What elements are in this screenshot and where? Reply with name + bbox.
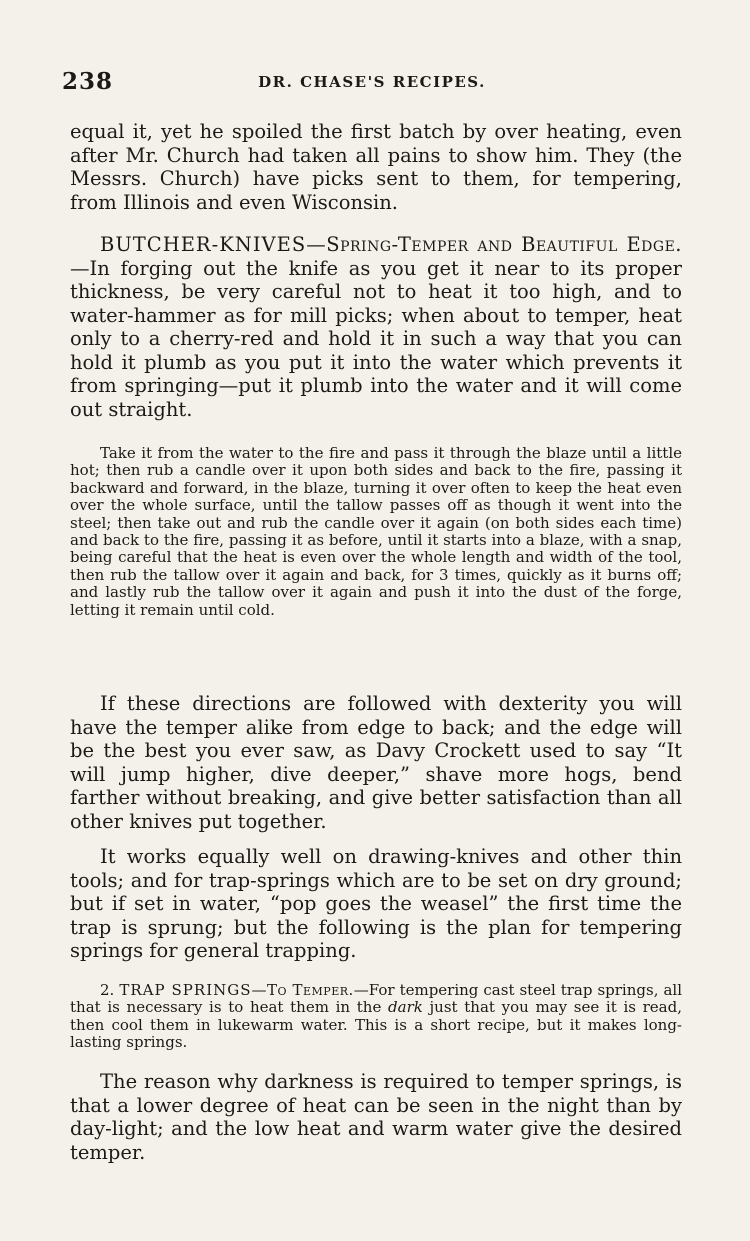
page-number: 238 xyxy=(62,68,114,95)
recipe-body-trap-springs-1: —For tempering cast steel trap springs, all that is necessary is to heat them in the xyxy=(70,981,682,1017)
paragraph-tallow-method: Take it from the water to the fire and pass it through the blaze until a little hot; then rub a candle over it upon both sides and back to the fire, passing it backward and forward, in the blaze, turning it over often to keep the heat even over the whole surface, until the tallow passes off as though it went into the steel; then take out and rub the candle over it again (on both sides each time) and back to the fire, passing it as before, until it starts into a blaze, with a snap, being careful that the heat is even over the whole length and width of the tool, then rub the tallow over it again and back, for 3 times, quickly as it burns off; and lastly rub the tallow over it again and push it into the dust of the forge, letting it remain until cold. xyxy=(70,444,682,619)
recipe-title-butcher-knives: BUTCHER-KNIVES xyxy=(100,233,307,256)
paragraph-butcher-knives xyxy=(70,233,682,421)
recipe-subtitle-to-temper: —To Temper. xyxy=(251,981,354,999)
paragraph-darkness-reason: The reason why darkness is required to temper springs, is that a lower degree of heat can be seen in the night than by day-light; and the low heat and warm water give the desired temper. xyxy=(70,1070,682,1164)
recipe-body-butcher-knives: —In forging out the knife as you get it near to its proper thickness, be very careful not to heat it too high, and to water-hammer as for mill picks; when about to temper, heat only to a cherry-red and hold it in such a way that you can hold it plumb as you put it into the water which prevents it from springing—put it plumb into the water and it will come out straight. xyxy=(70,256,682,421)
paragraph-continuation: equal it, yet he spoiled the first batch by over heating, even after Mr. Church had taken all pains to show him. They (the Messrs. Church) have picks sent to them, for tempering, from Illinois and even Wisconsin. xyxy=(70,120,682,214)
recipe-number: 2. xyxy=(100,981,115,999)
running-head: DR. CHASE'S RECIPES. xyxy=(258,73,486,91)
emphasis-dark: dark xyxy=(388,998,423,1017)
paragraph-directions-result: If these directions are followed with dexterity you will have the temper alike from edge to back; and the edge will be the best you ever saw, as Davy Crockett used to say “It will jump higher, dive deeper,” shave more hogs, bend farther without breaking, and give better satisfaction than all other knives put together. xyxy=(70,692,682,833)
recipe-title-trap-springs: TRAP SPRINGS xyxy=(119,981,252,999)
recipe-body-trap-springs-2: just that you may see it is read, then cool them in lukewarm water. This is a short recipe, but it makes long-lasting springs. xyxy=(70,998,682,1052)
paragraph-drawing-knives: It works equally well on drawing-knives and other thin tools; and for trap-springs which are to be set on dry ground; but if set in water, “pop goes the weasel” the first time the trap is sprung; but the following is the plan for tempering springs for general trapping. xyxy=(70,845,682,962)
page-header xyxy=(62,68,682,98)
recipe-subtitle-spring-temper: —Spring-Temper and Beautiful Edge. xyxy=(306,233,682,256)
paragraph-trap-springs xyxy=(70,982,682,1052)
